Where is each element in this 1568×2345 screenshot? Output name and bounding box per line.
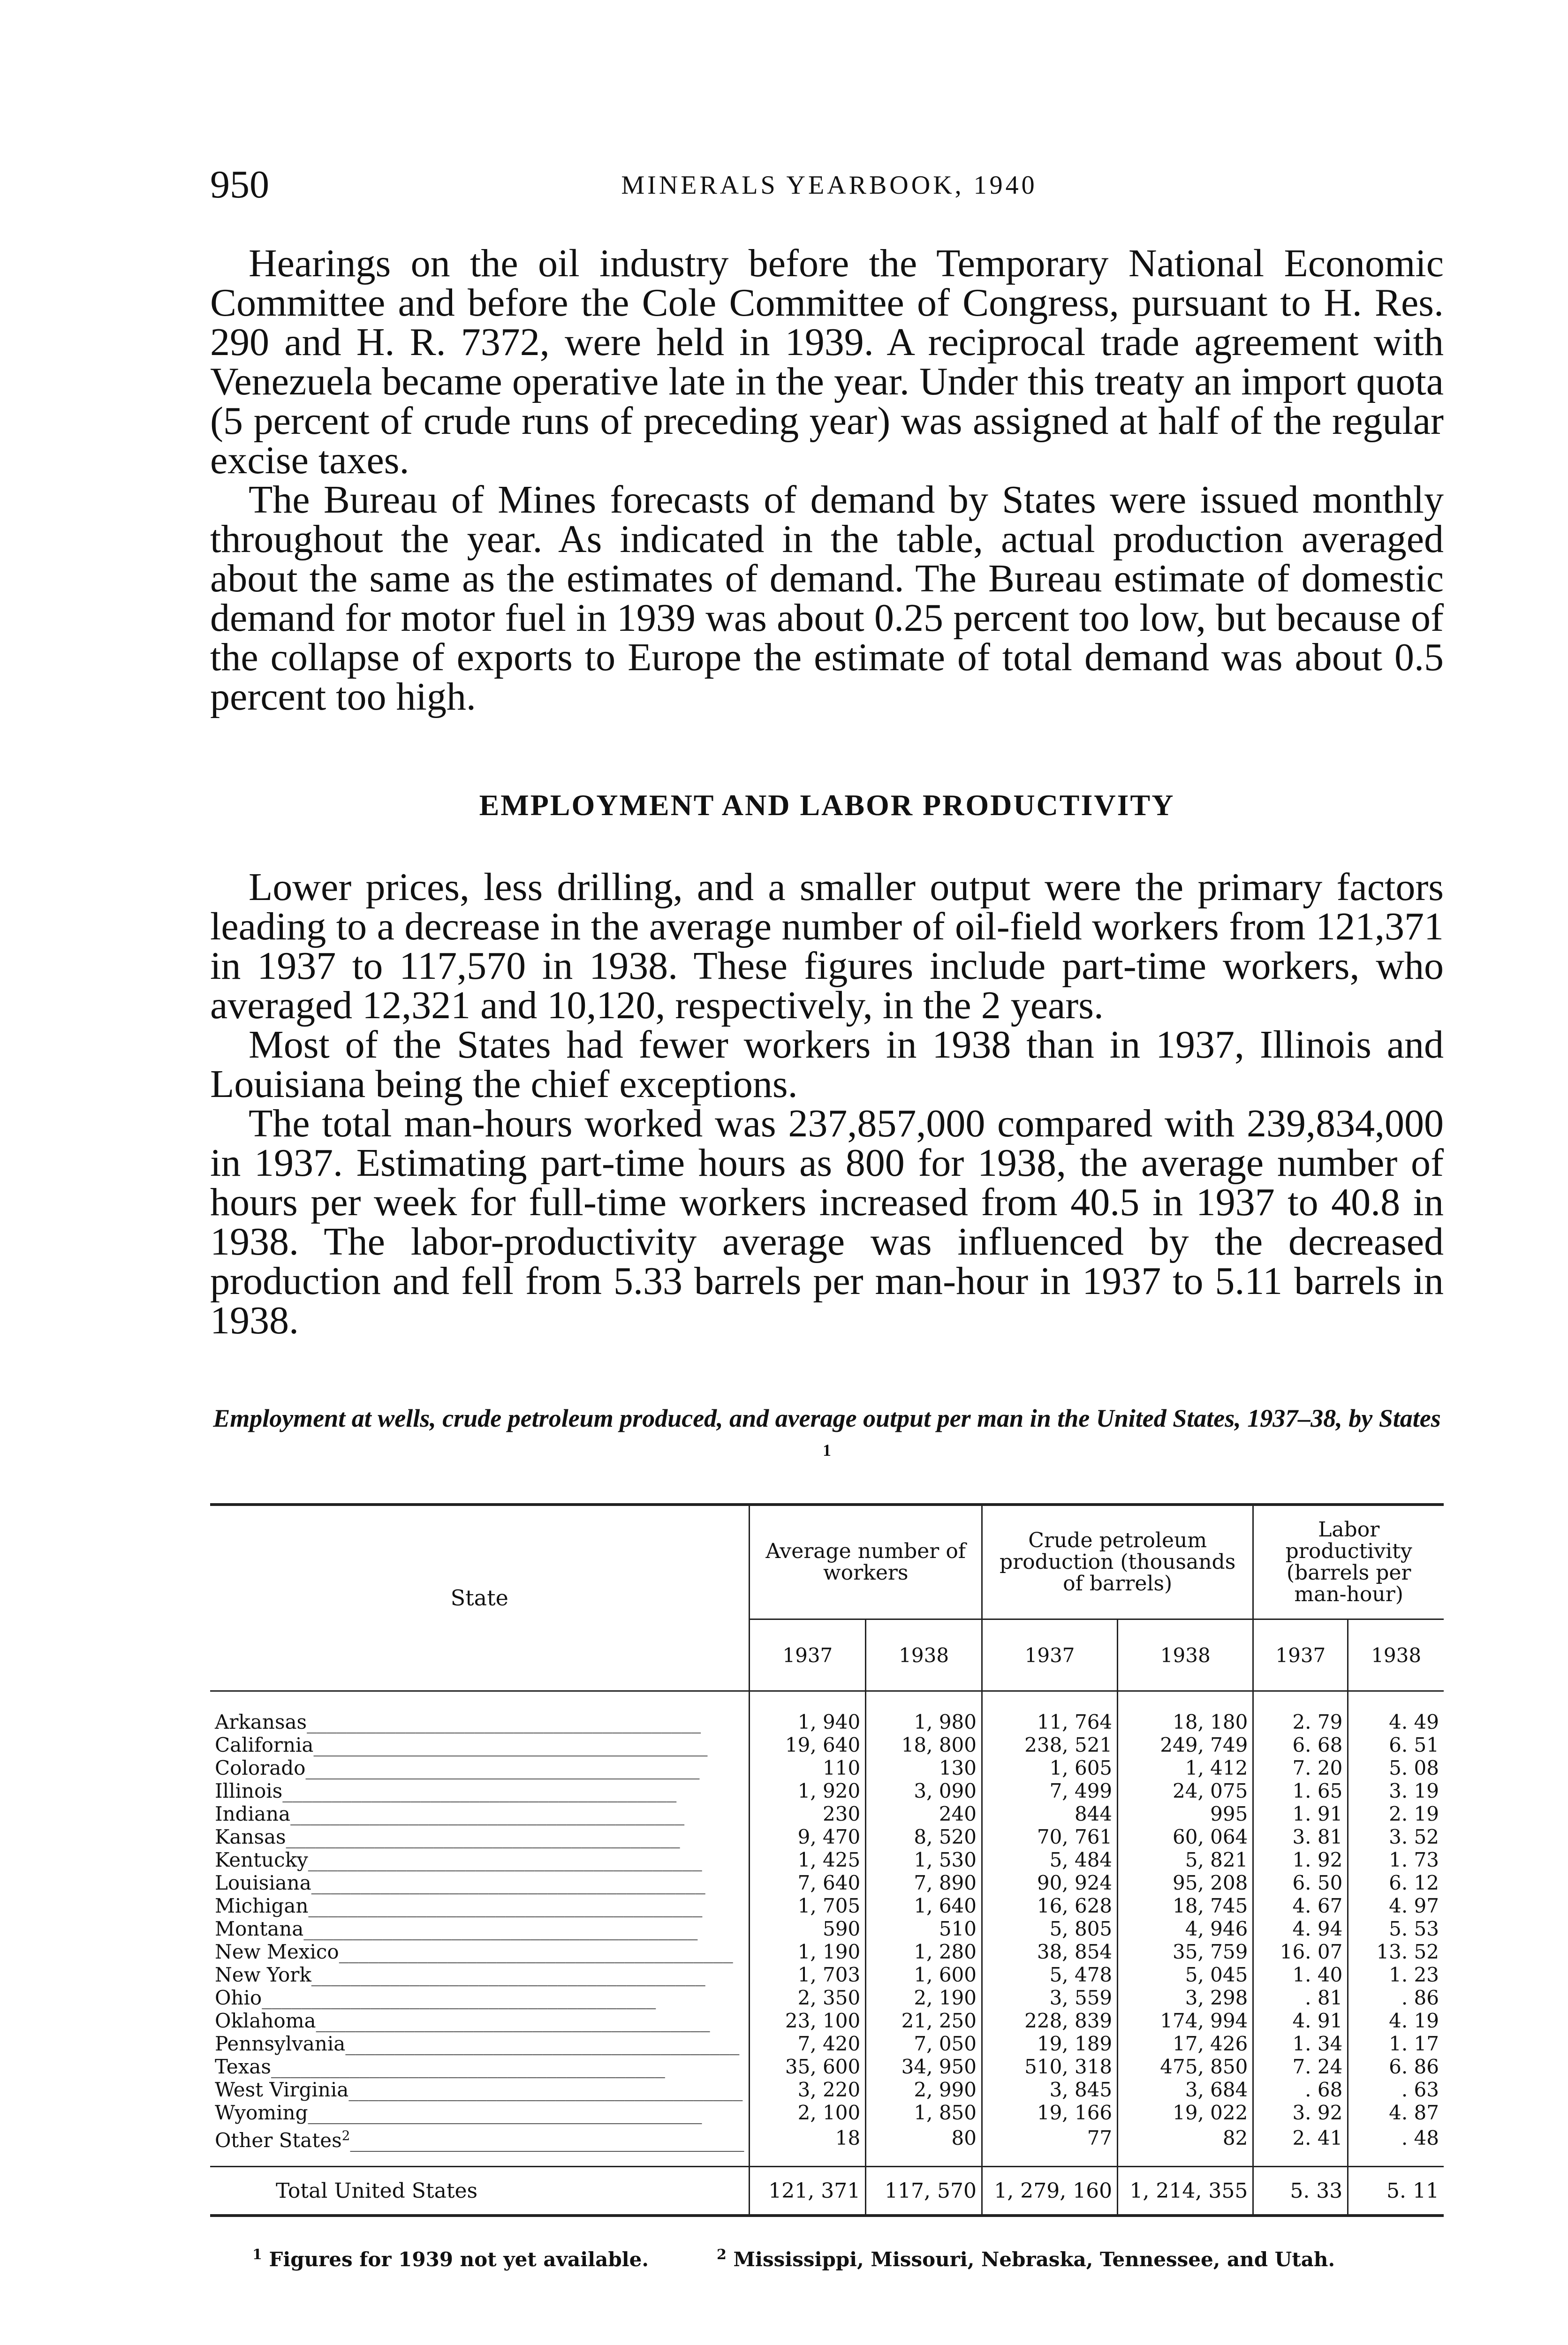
- workers-group-header: Average number of workers: [750, 1505, 982, 1619]
- cell-production-1938: 4, 946: [1118, 1917, 1253, 1940]
- cell-production-1938: 18, 180: [1118, 1691, 1253, 1734]
- cell-productivity-1938: 6. 12: [1348, 1871, 1444, 1894]
- year-header: 1937: [1253, 1619, 1348, 1691]
- cell-productivity-1938: 3. 52: [1348, 1825, 1444, 1848]
- cell-workers-1938: 510: [866, 1917, 982, 1940]
- footnote-mark: 2: [717, 2247, 727, 2263]
- dot-leader: ________________________________________: [339, 1940, 733, 1963]
- cell-workers-1938: 3, 090: [866, 1779, 982, 1802]
- production-group-header: Crude petroleum production (thousands of barrels): [982, 1505, 1253, 1619]
- cell-state: [210, 2101, 750, 2124]
- cell-production-1938: 475, 850: [1118, 2055, 1253, 2078]
- cell-productivity-1937: 7. 24: [1253, 2055, 1348, 2078]
- table-caption: [210, 1402, 1444, 1472]
- cell-productivity-1938: . 63: [1348, 2078, 1444, 2101]
- dot-leader: ________________________________________: [290, 1802, 685, 1825]
- table-row: [210, 1963, 1444, 1986]
- dot-leader: ________________________________________: [345, 2032, 740, 2055]
- cell-workers-1938: 8, 520: [866, 1825, 982, 1848]
- table-row: [210, 1986, 1444, 2009]
- cell-production-1938: 60, 064: [1118, 1825, 1253, 1848]
- section-heading: EMPLOYMENT AND LABOR PRODUCTIVITY: [479, 788, 1175, 822]
- cell-production-1937: 1, 279, 160: [982, 2167, 1117, 2216]
- cell-production-1937: 238, 521: [982, 1733, 1117, 1756]
- cell-workers-1938: 80: [866, 2124, 982, 2167]
- cell-production-1937: 19, 166: [982, 2101, 1117, 2124]
- intro-paragraph: The Bureau of Mines forecasts of demand by States were issued monthly throughout the year. As indicated in the table, actual production averaged about the same as the estimates of demand. The Bureau estimate of domestic demand for motor fuel in 1939 was about 0.25 percent too low, but because of the collapse of exports to Europe the estimate of total demand was about 0.5 percent too high.: [210, 478, 1444, 719]
- cell-workers-1938: 1, 640: [866, 1894, 982, 1917]
- cell-workers-1937: 3, 220: [750, 2078, 866, 2101]
- state-name: California: [215, 1733, 314, 1756]
- cell-production-1938: 3, 298: [1118, 1986, 1253, 2009]
- table-row: [210, 2032, 1444, 2055]
- cell-state: [210, 1871, 750, 1894]
- dot-leader: ________________________________________: [348, 2078, 743, 2101]
- cell-workers-1938: 34, 950: [866, 2055, 982, 2078]
- cell-workers-1938: 7, 890: [866, 1871, 982, 1894]
- cell-production-1938: 82: [1118, 2124, 1253, 2167]
- dot-leader: ________________________________________: [262, 1986, 656, 2009]
- cell-production-1937: 7, 499: [982, 1779, 1117, 1802]
- page-number: 950: [210, 163, 269, 206]
- cell-productivity-1938: 5. 11: [1348, 2167, 1444, 2216]
- cell-productivity-1937: 16. 07: [1253, 1940, 1348, 1963]
- cell-workers-1938: 2, 190: [866, 1986, 982, 2009]
- cell-state: [210, 1986, 750, 2009]
- body-text: [210, 865, 1444, 1342]
- cell-workers-1937: 18: [750, 2124, 866, 2167]
- cell-state: [210, 1691, 750, 1734]
- cell-productivity-1938: 4. 87: [1348, 2101, 1444, 2124]
- cell-state: [210, 1940, 750, 1963]
- cell-productivity-1938: 5. 53: [1348, 1917, 1444, 1940]
- cell-production-1937: 90, 924: [982, 1871, 1117, 1894]
- cell-state: [210, 1779, 750, 1802]
- cell-production-1938: 17, 426: [1118, 2032, 1253, 2055]
- cell-workers-1938: 1, 530: [866, 1848, 982, 1871]
- cell-workers-1938: 18, 800: [866, 1733, 982, 1756]
- cell-productivity-1937: . 81: [1253, 1986, 1348, 2009]
- state-name: Other States: [215, 2129, 342, 2152]
- cell-productivity-1937: 4. 91: [1253, 2009, 1348, 2032]
- cell-production-1938: 995: [1118, 1802, 1253, 1825]
- cell-state: [210, 1802, 750, 1825]
- cell-production-1937: 5, 484: [982, 1848, 1117, 1871]
- state-name: Oklahoma: [215, 2009, 316, 2032]
- cell-workers-1937: 2, 100: [750, 2101, 866, 2124]
- page-header: [210, 162, 1448, 213]
- dot-leader: ________________________________________: [313, 1733, 708, 1756]
- state-name: Illinois: [215, 1779, 283, 1802]
- cell-productivity-1937: 1. 65: [1253, 1779, 1348, 1802]
- cell-productivity-1938: . 86: [1348, 1986, 1444, 2009]
- cell-production-1937: 3, 845: [982, 2078, 1117, 2101]
- cell-workers-1937: 1, 425: [750, 1848, 866, 1871]
- year-header: 1938: [1348, 1619, 1444, 1691]
- cell-workers-1938: 7, 050: [866, 2032, 982, 2055]
- state-name: Arkansas: [215, 1710, 307, 1733]
- cell-workers-1938: 240: [866, 1802, 982, 1825]
- cell-state: [210, 1733, 750, 1756]
- cell-workers-1937: 1, 705: [750, 1894, 866, 1917]
- cell-workers-1937: 19, 640: [750, 1733, 866, 1756]
- cell-production-1938: 24, 075: [1118, 1779, 1253, 1802]
- table-row: [210, 1917, 1444, 1940]
- cell-production-1938: 95, 208: [1118, 1871, 1253, 1894]
- dot-leader: ________________________________________: [282, 1779, 677, 1802]
- cell-productivity-1937: 3. 92: [1253, 2101, 1348, 2124]
- cell-state: [210, 1756, 750, 1779]
- table-row: [210, 2101, 1444, 2124]
- cell-state: [210, 1848, 750, 1871]
- dot-leader: ________________________________________: [316, 2009, 710, 2032]
- cell-production-1938: 35, 759: [1118, 1940, 1253, 1963]
- cell-production-1938: 249, 749: [1118, 1733, 1253, 1756]
- cell-productivity-1938: 1. 73: [1348, 1848, 1444, 1871]
- productivity-group-header: Labor productivity (barrels per man-hour): [1253, 1505, 1444, 1619]
- intro-text: [210, 244, 1444, 717]
- dot-leader: ________________________________________: [303, 1917, 698, 1940]
- footnote: [252, 2247, 649, 2271]
- dot-leader: ________________________________________: [271, 2055, 665, 2078]
- employment-table: [210, 1503, 1444, 2217]
- cell-productivity-1937: 7. 20: [1253, 1756, 1348, 1779]
- state-name: Wyoming: [215, 2101, 308, 2124]
- cell-workers-1938: 117, 570: [866, 2167, 982, 2216]
- table-body: [210, 1691, 1444, 2167]
- cell-productivity-1937: 1. 92: [1253, 1848, 1348, 1871]
- cell-state: [210, 1825, 750, 1848]
- state-name: West Virginia: [215, 2078, 349, 2101]
- cell-workers-1937: 7, 640: [750, 1871, 866, 1894]
- cell-productivity-1937: 1. 40: [1253, 1963, 1348, 1986]
- cell-production-1937: 844: [982, 1802, 1117, 1825]
- cell-workers-1937: 23, 100: [750, 2009, 866, 2032]
- state-name: Indiana: [215, 1802, 291, 1825]
- cell-productivity-1937: . 68: [1253, 2078, 1348, 2101]
- cell-productivity-1938: 5. 08: [1348, 1756, 1444, 1779]
- state-name: New Mexico: [215, 1940, 339, 1963]
- year-header: 1937: [982, 1619, 1117, 1691]
- cell-productivity-1937: 6. 68: [1253, 1733, 1348, 1756]
- cell-production-1938: 3, 684: [1118, 2078, 1253, 2101]
- cell-productivity-1937: 2. 79: [1253, 1691, 1348, 1734]
- table-row: [210, 2124, 1444, 2167]
- cell-state: [210, 2032, 750, 2055]
- cell-workers-1937: 2, 350: [750, 1986, 866, 2009]
- table-row: [210, 2055, 1444, 2078]
- cell-productivity-1937: 1. 34: [1253, 2032, 1348, 2055]
- state-name: Montana: [215, 1917, 304, 1940]
- footnote-text: Figures for 1939 not yet available.: [269, 2248, 649, 2271]
- table-caption-note: 1: [823, 1441, 831, 1460]
- table-row: [210, 2009, 1444, 2032]
- cell-workers-1938: 1, 980: [866, 1691, 982, 1734]
- cell-productivity-1938: 1. 17: [1348, 2032, 1444, 2055]
- cell-productivity-1938: 4. 19: [1348, 2009, 1444, 2032]
- cell-workers-1937: 230: [750, 1802, 866, 1825]
- cell-state: [210, 1963, 750, 1986]
- state-note-mark: 2: [341, 2128, 350, 2143]
- cell-productivity-1938: 6. 51: [1348, 1733, 1444, 1756]
- table-row: [210, 1802, 1444, 1825]
- cell-workers-1937: 110: [750, 1756, 866, 1779]
- cell-state: [210, 1894, 750, 1917]
- footnote: [717, 2247, 1335, 2271]
- table-row: [210, 1756, 1444, 1779]
- footnote-text: Mississippi, Missouri, Nebraska, Tennessee, and Utah.: [733, 2248, 1335, 2271]
- cell-state: [210, 2078, 750, 2101]
- table-row: [210, 1779, 1444, 1802]
- table-row: [210, 1825, 1444, 1848]
- cell-production-1937: 16, 628: [982, 1894, 1117, 1917]
- footnote-mark: 1: [252, 2247, 262, 2263]
- cell-workers-1938: 130: [866, 1756, 982, 1779]
- year-header: 1937: [750, 1619, 866, 1691]
- cell-workers-1937: 1, 190: [750, 1940, 866, 1963]
- cell-state: [210, 2055, 750, 2078]
- state-name: Michigan: [215, 1894, 309, 1917]
- cell-production-1937: 1, 605: [982, 1756, 1117, 1779]
- body-paragraph: The total man-hours worked was 237,857,000 compared with 239,834,000 in 1937. Estimating part-time hours as 800 for 1938, the average number of hours per week for full-time workers increased from 40.5 in 1937 to 40.8 in 1938. The labor-productivity average was influenced by the decreased production and fell from 5.33 barrels per man-hour in 1937 to 5.11 barrels in 1938.: [210, 1102, 1444, 1342]
- cell-workers-1937: 9, 470: [750, 1825, 866, 1848]
- cell-production-1937: 3, 559: [982, 1986, 1117, 2009]
- cell-production-1937: 19, 189: [982, 2032, 1117, 2055]
- dot-leader: ________________________________________: [305, 1756, 700, 1779]
- cell-workers-1937: 35, 600: [750, 2055, 866, 2078]
- cell-productivity-1937: 1. 91: [1253, 1802, 1348, 1825]
- state-column-header: State: [210, 1505, 750, 1691]
- dot-leader: ________________________________________: [308, 1848, 702, 1871]
- cell-workers-1938: 21, 250: [866, 2009, 982, 2032]
- cell-production-1937: 77: [982, 2124, 1117, 2167]
- cell-workers-1937: 1, 703: [750, 1963, 866, 1986]
- running-title: MINERALS YEARBOOK, 1940: [621, 171, 1038, 200]
- state-name: Colorado: [215, 1756, 306, 1779]
- state-name: New York: [215, 1963, 311, 1986]
- cell-workers-1937: 590: [750, 1917, 866, 1940]
- cell-productivity-1937: 4. 67: [1253, 1894, 1348, 1917]
- cell-workers-1938: 2, 990: [866, 2078, 982, 2101]
- cell-workers-1937: 1, 920: [750, 1779, 866, 1802]
- cell-productivity-1938: 4. 49: [1348, 1691, 1444, 1734]
- state-name: Pennsylvania: [215, 2032, 346, 2055]
- total-row: [210, 2167, 1444, 2216]
- cell-production-1937: 228, 839: [982, 2009, 1117, 2032]
- table-row: [210, 2078, 1444, 2101]
- year-header: 1938: [866, 1619, 982, 1691]
- cell-production-1937: 38, 854: [982, 1940, 1117, 1963]
- cell-production-1938: 1, 412: [1118, 1756, 1253, 1779]
- body-paragraph: Lower prices, less drilling, and a smaller output were the primary factors leading to a decrease in the average number of oil-field workers from 121,371 in 1937 to 117,570 in 1938. These figures include part-time workers, who averaged 12,321 and 10,120, respectively, in the 2 years.: [210, 865, 1444, 1027]
- cell-productivity-1938: 3. 19: [1348, 1779, 1444, 1802]
- intro-paragraph: Hearings on the oil industry before the Temporary National Economic Committee and before the Cole Committee of Congress, pursuant to H. Res. 290 and H. R. 7372, were held in 1939. A reciprocal trade agreement with Venezuela became operative late in the year. Under this treaty an import quota (5 percent of crude runs of preceding year) was assigned at half of the regular excise taxes.: [210, 242, 1444, 482]
- table-row: [210, 1940, 1444, 1963]
- table-row: [210, 1691, 1444, 1734]
- table-row: [210, 1733, 1444, 1756]
- dot-leader: ________________________________________: [311, 1871, 705, 1894]
- cell-productivity-1937: 4. 94: [1253, 1917, 1348, 1940]
- dot-leader: ________________________________________: [308, 2101, 702, 2124]
- body-paragraph: Most of the States had fewer workers in 1938 than in 1937, Illinois and Louisiana being the chief exceptions.: [210, 1023, 1444, 1106]
- total-label: Total United States: [210, 2167, 750, 2216]
- cell-productivity-1938: 4. 97: [1348, 1894, 1444, 1917]
- state-name: Kansas: [215, 1825, 286, 1848]
- cell-workers-1938: 1, 280: [866, 1940, 982, 1963]
- cell-productivity-1938: 13. 52: [1348, 1940, 1444, 1963]
- cell-productivity-1938: 1. 23: [1348, 1963, 1444, 1986]
- cell-production-1938: 174, 994: [1118, 2009, 1253, 2032]
- cell-production-1937: 5, 805: [982, 1917, 1117, 1940]
- cell-production-1938: 5, 045: [1118, 1963, 1253, 1986]
- table-caption-text: Employment at wells, crude petroleum produced, and average output per man in the United States, 1937–38, by States: [213, 1404, 1441, 1432]
- cell-production-1937: 70, 761: [982, 1825, 1117, 1848]
- state-name: Texas: [215, 2055, 271, 2078]
- state-name: Kentucky: [215, 1848, 308, 1871]
- cell-productivity-1938: 6. 86: [1348, 2055, 1444, 2078]
- cell-productivity-1937: 5. 33: [1253, 2167, 1348, 2216]
- cell-state: [210, 2124, 750, 2167]
- cell-workers-1938: 1, 850: [866, 2101, 982, 2124]
- cell-workers-1937: 1, 940: [750, 1691, 866, 1734]
- state-name: Ohio: [215, 1986, 262, 2009]
- state-name: Louisiana: [215, 1871, 311, 1894]
- table-row: [210, 1871, 1444, 1894]
- cell-productivity-1937: 6. 50: [1253, 1871, 1348, 1894]
- cell-production-1937: 5, 478: [982, 1963, 1117, 1986]
- cell-production-1938: 18, 745: [1118, 1894, 1253, 1917]
- cell-production-1937: 11, 764: [982, 1691, 1117, 1734]
- cell-production-1938: 1, 214, 355: [1118, 2167, 1253, 2216]
- cell-state: [210, 2009, 750, 2032]
- dot-leader: ________________________________________: [311, 1963, 705, 1986]
- table-row: [210, 1894, 1444, 1917]
- cell-productivity-1937: 2. 41: [1253, 2124, 1348, 2167]
- cell-workers-1938: 1, 600: [866, 1963, 982, 1986]
- dot-leader: ________________________________________: [307, 1710, 701, 1733]
- table-row: [210, 1848, 1444, 1871]
- cell-workers-1937: 121, 371: [750, 2167, 866, 2216]
- cell-production-1937: 510, 318: [982, 2055, 1117, 2078]
- cell-state: [210, 1917, 750, 1940]
- cell-productivity-1937: 3. 81: [1253, 1825, 1348, 1848]
- dot-leader: ________________________________________: [350, 2129, 744, 2152]
- dot-leader: ________________________________________: [286, 1825, 680, 1848]
- cell-productivity-1938: . 48: [1348, 2124, 1444, 2167]
- cell-workers-1937: 7, 420: [750, 2032, 866, 2055]
- cell-production-1938: 19, 022: [1118, 2101, 1253, 2124]
- cell-production-1938: 5, 821: [1118, 1848, 1253, 1871]
- cell-productivity-1938: 2. 19: [1348, 1802, 1444, 1825]
- dot-leader: ________________________________________: [308, 1894, 703, 1917]
- year-header: 1938: [1118, 1619, 1253, 1691]
